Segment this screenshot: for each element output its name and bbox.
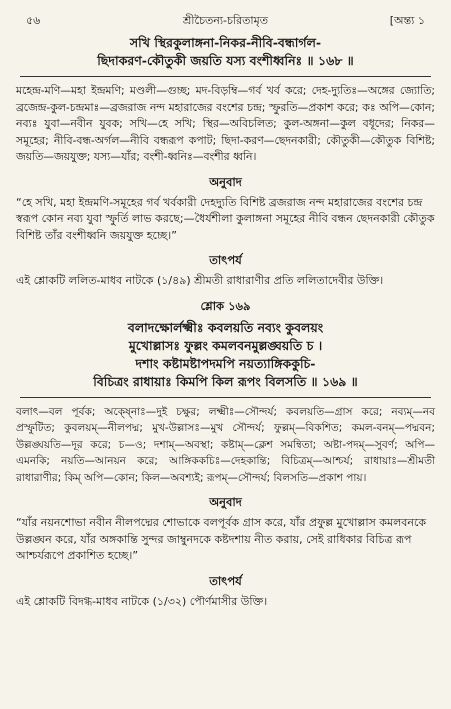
translation-168: “হে সখি, মহা ইন্দ্রমণি-সমূহের গর্ব খর্বকারী দেহদ্যুতি বিশিষ্ট ব্রজরাজ নন্দ মহারাজের বংশের চন্দ্র স্বরূপ কোন নব্য যুবা স্ফুর্তি লাভ করছে;—ধৈর্যশীলা কুলাঙ্গনা সমূহের নীবি বন্ধন ছেদনকারী কৌতুক বিশিষ্ট তাঁর বংশীধ্বনি জয়যুক্ত হচ্ছে।” — [16, 195, 435, 242]
purport-heading: তাৎপর্য — [209, 573, 242, 588]
running-header — [12, 6, 439, 28]
translation-heading: অনুবাদ — [209, 174, 242, 189]
translation-169: “যাঁর নয়নশোভা নবীন নীলপদ্মের শোভাকে বলপূর্বক গ্রাস করে, যাঁর প্রফুল্ল মুখোল্লাস কমলবনকে উল্লঙ্ঘন করে, যাঁর অঙ্গকান্তি সুন্দর জাম্বুনদকে কষ্টদশায় নীত করায়, সেই রাধিকার বিচিত্র রূপ আশ্চর্যরূপে প্রকাশিত হচ্ছে।” — [16, 516, 427, 562]
verse-168 — [12, 34, 439, 70]
book-title: শ্রীচৈতন্য-চরিতামৃত — [183, 14, 268, 27]
word-for-word-168: মহেন্দ্র-মণি—মহা ইন্দ্রমণি; মণ্ডলী—গুচ্ছ; মদ-বিড়ম্বি—গর্ব খর্ব করে; দেহ-দ্যুতিঃ—অঙ্গের জ্যোতি; ব্রজেন্দ্র-কুল-চন্দ্রমাঃ—ব্রজরাজ নন্দ মহারাজের বংশের চন্দ্র; স্ফুরতি—প্রকাশ করে; কঃ অপি—কোন; নব্যঃ যুবা—নবীন যুবক; সখি—হে সখি; স্থির—অবিচলিত; কুল-অঙ্গনা—কুল বধূদের; নিকর—সমূহের; নীবি-বন্ধ-অর্গল—নীবি বন্ধরূপ কপাট; ছিদা-করণ—ছেদনকারী; কৌতুকী—কৌতুক বিশিষ্ট; জয়তি—জয়যুক্ত; যস্য—যাঁর; বংশী-ধ্বনিঃ—বংশীর ধ্বনি। — [16, 84, 435, 163]
verse-line: বলাদক্ষোর্লক্ষ্মীঃ কবলয়তি নব্যং কুবলয়ং — [127, 319, 324, 335]
purport-168: এই শ্লোকটি ললিত-মাধব নাটকে (১/৪৯) শ্রীমতী রাধারাণীর প্রতি ললিতাদেবীর উক্তি। — [16, 274, 384, 287]
verse-line: মুখোল্লাসঃ ফুল্লং কমলবনমুল্লঙ্ঘয়তি চ । — [128, 337, 323, 353]
divider — [20, 76, 431, 77]
word-for-word-169: বলাৎ—বল পূর্বক; অক্ষ্নোঃ—দুই চক্ষুর; লক্ষ্মীঃ—সৌন্দর্য; কবলয়তি—গ্রাস করে; নব্যম্—নব প্রস্ফুটিত; কুবলয়ম্—নীলপদ্ম; মুখ-উল্লাসঃ—মুখ সৌন্দর্য; ফুল্লম্—বিকশিত; কমল-বনম্—পদ্মবন; উল্লঙ্ঘয়তি—দূর করে; চ—ও; দশাম্—অবস্থা; কষ্টাম্—ক্লেশ সমন্বিতা; অষ্টা-পদম্—সুবর্ণ; অপি—এমনকি; নয়তি—আনয়ন করে; আঙ্গিককচিঃ—দেহকান্তি; বিচিত্রম্—আশ্চর্য; রাধায়াঃ—শ্রীমতী রাধারাণীর; কিম্ অপি—কোন; কিল—অবশ্যই; রূপম্—সৌন্দর্য; বিলসতি—প্রকাশ পায়। — [16, 405, 435, 484]
verse-line: বিচিত্রং রাধায়াঃ কিমপি কিল রূপং বিলসতি ॥ ১৬৯ ॥ — [93, 373, 358, 389]
chapter-label: [অন্ত্য ১ — [389, 14, 425, 27]
verse-169 — [12, 319, 439, 391]
verse-label: শ্লোক ১৬৯ — [200, 298, 251, 313]
purport-169: এই শ্লোকটি বিদগ্ধ-মাধব নাটকে (১/৩২) পৌর্ণমাসীর উক্তি। — [16, 594, 268, 608]
divider — [20, 397, 431, 398]
purport-heading: তাৎপর্য — [209, 253, 242, 267]
translation-heading: অনুবাদ — [209, 495, 242, 509]
page-number: ৫৬ — [26, 14, 41, 27]
verse-line: সখি স্থিরকুলাঙ্গনা-নিকর-নীবি-বন্ধার্গল- — [129, 35, 322, 50]
verse-line: দশাং কষ্টামষ্টাপদমপি নয়ত্যাঙ্গিককুচি- — [135, 355, 316, 371]
verse-line: ছিদাকরণ-কৌতুকী জয়তি যস্য বংশীধ্বনিঃ ॥ ১৬৮ ॥ — [97, 53, 354, 68]
